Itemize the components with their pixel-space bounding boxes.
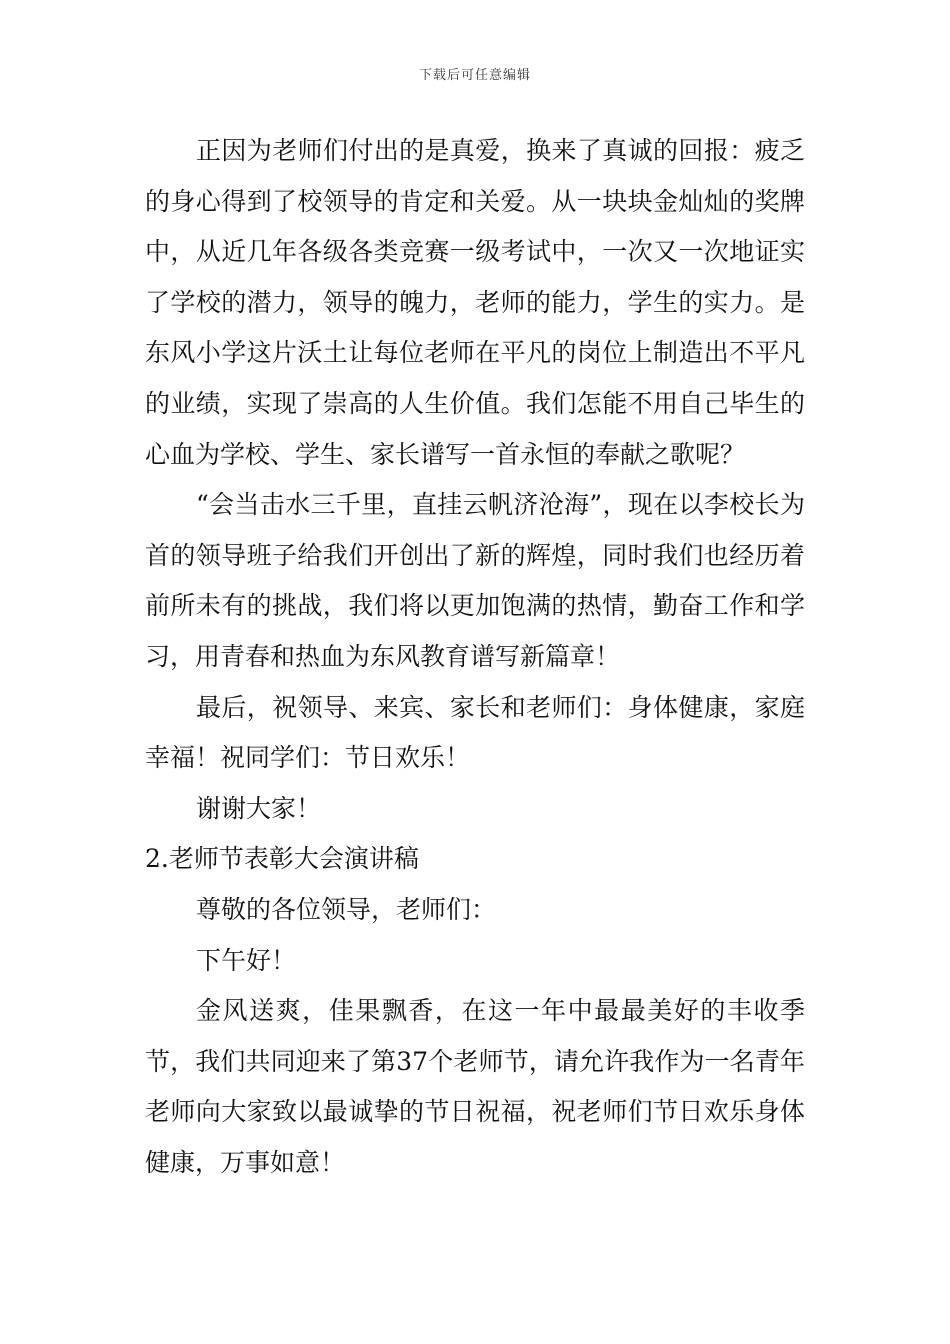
section-heading: 2.老师节表彰大会演讲稿 [145, 844, 419, 874]
paragraph-true-love: 正因为老师们付出的是真爱，换来了真诚的回报：疲乏的身心得到了校领导的肯定和关爱。从一块块金灿灿的奖牌中，从近几年各级各类竞赛一级考试中，一次又一次地证实了学校的潜力，领导的魄力，老师的能力，学生的实力。是东风小学这片沃土让每位老师在平凡的岗位上制造出不平凡的业绩，实现了崇高的人生价值。我们怎能不用自己毕生的心血为学校、学生、家长谱写一首永恒的奉献之歌呢？ [145, 136, 805, 469]
paragraph-thanks: 谢谢大家！ [196, 793, 322, 823]
paragraph-poem-quote: “会当击水三千里，直挂云帆济沧海”，现在以李校长为首的领导班子给我们开创出了新的辉煌，同时我们也经历着前所未有的挑战，我们将以更加饱满的热情，勤奋工作和学习，用青春和热血为东风教育谱写新篇章！ [145, 490, 805, 671]
paragraph-salutation: 尊敬的各位领导，老师们： [196, 894, 497, 924]
document-body [145, 126, 805, 1188]
paragraph-greeting: 下午好！ [196, 945, 297, 975]
page-header: 下载后可任意编辑 [418, 68, 531, 83]
paragraph-closing-wishes: 最后，祝领导、来宾、家长和老师们：身体健康，家庭幸福！祝同学们：节日欢乐！ [145, 692, 805, 773]
paragraph-teachers-day: 金风送爽，佳果飘香，在这一年中最最美好的丰收季节，我们共同迎来了第37个老师节，请允许我作为一名青年老师向大家致以最诚挚的节日祝福，祝老师们节日欢乐身体健康，万事如意！ [145, 996, 805, 1177]
